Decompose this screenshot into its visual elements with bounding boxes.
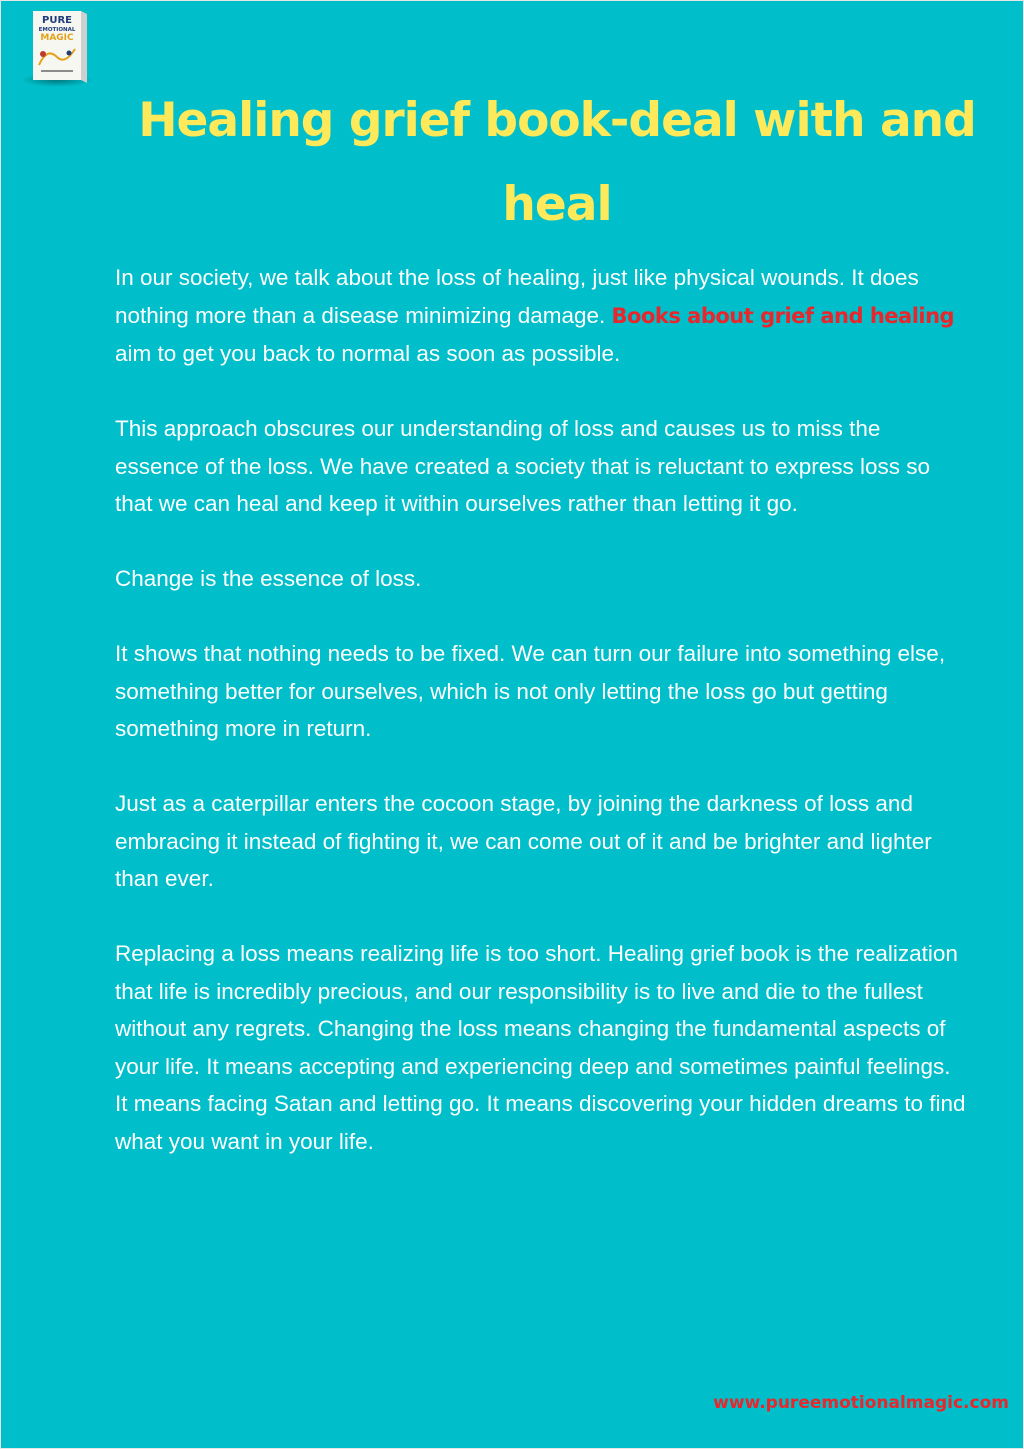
paragraph-4: It shows that nothing needs to be fixed. We can turn our failure into something else, something better for ourselves, which is not only letting the loss go but getting something more in return. [115,641,946,741]
article-body [115,259,967,1198]
paragraph-1 [115,259,967,373]
books-about-grief-link[interactable]: Books about grief and healing [611,303,955,328]
website-url-link[interactable]: www.pureemotionalmagic.com [713,1393,1009,1413]
paragraph-1-end: aim to get you back to normal as soon as possible. [115,341,621,366]
paragraph-2: This approach obscures our understanding of loss and causes us to miss the essence of the loss. We have created a society that is reluctant to express loss so that we can heal and keep it within ourselves rather than letting it go. [115,416,930,516]
paragraph-5: Just as a caterpillar enters the cocoon stage, by joining the darkness of loss and embracing it instead of fighting it, we can come out of it and be brighter and lighter than ever. [115,791,932,891]
paragraph-1-intro: In our society, we talk about the loss of healing, just like physical wounds. It does nothing more than a disease minimizing damage. [115,265,919,328]
paragraph-6: Replacing a loss means realizing life is too short. Healing grief book is the realization that life is incredibly precious, and our responsibility is to live and die to the fullest without any regrets. Changing the loss means changing the fundamental aspects of your life. It means accepting and experiencing deep and sometimes painful feelings. It means facing Satan and letting go. It means discovering your hidden dreams to find what you want in your life. [115,941,966,1154]
logo-line-1: PURE [42,15,72,26]
paragraph-3: Change is the essence of loss. [115,566,422,591]
book-cover-icon [19,7,95,89]
page-title: Healing grief book-deal with and heal [138,93,976,232]
logo-line-2: EMOTIONAL [38,27,76,33]
logo-line-3: MAGIC [40,33,74,43]
